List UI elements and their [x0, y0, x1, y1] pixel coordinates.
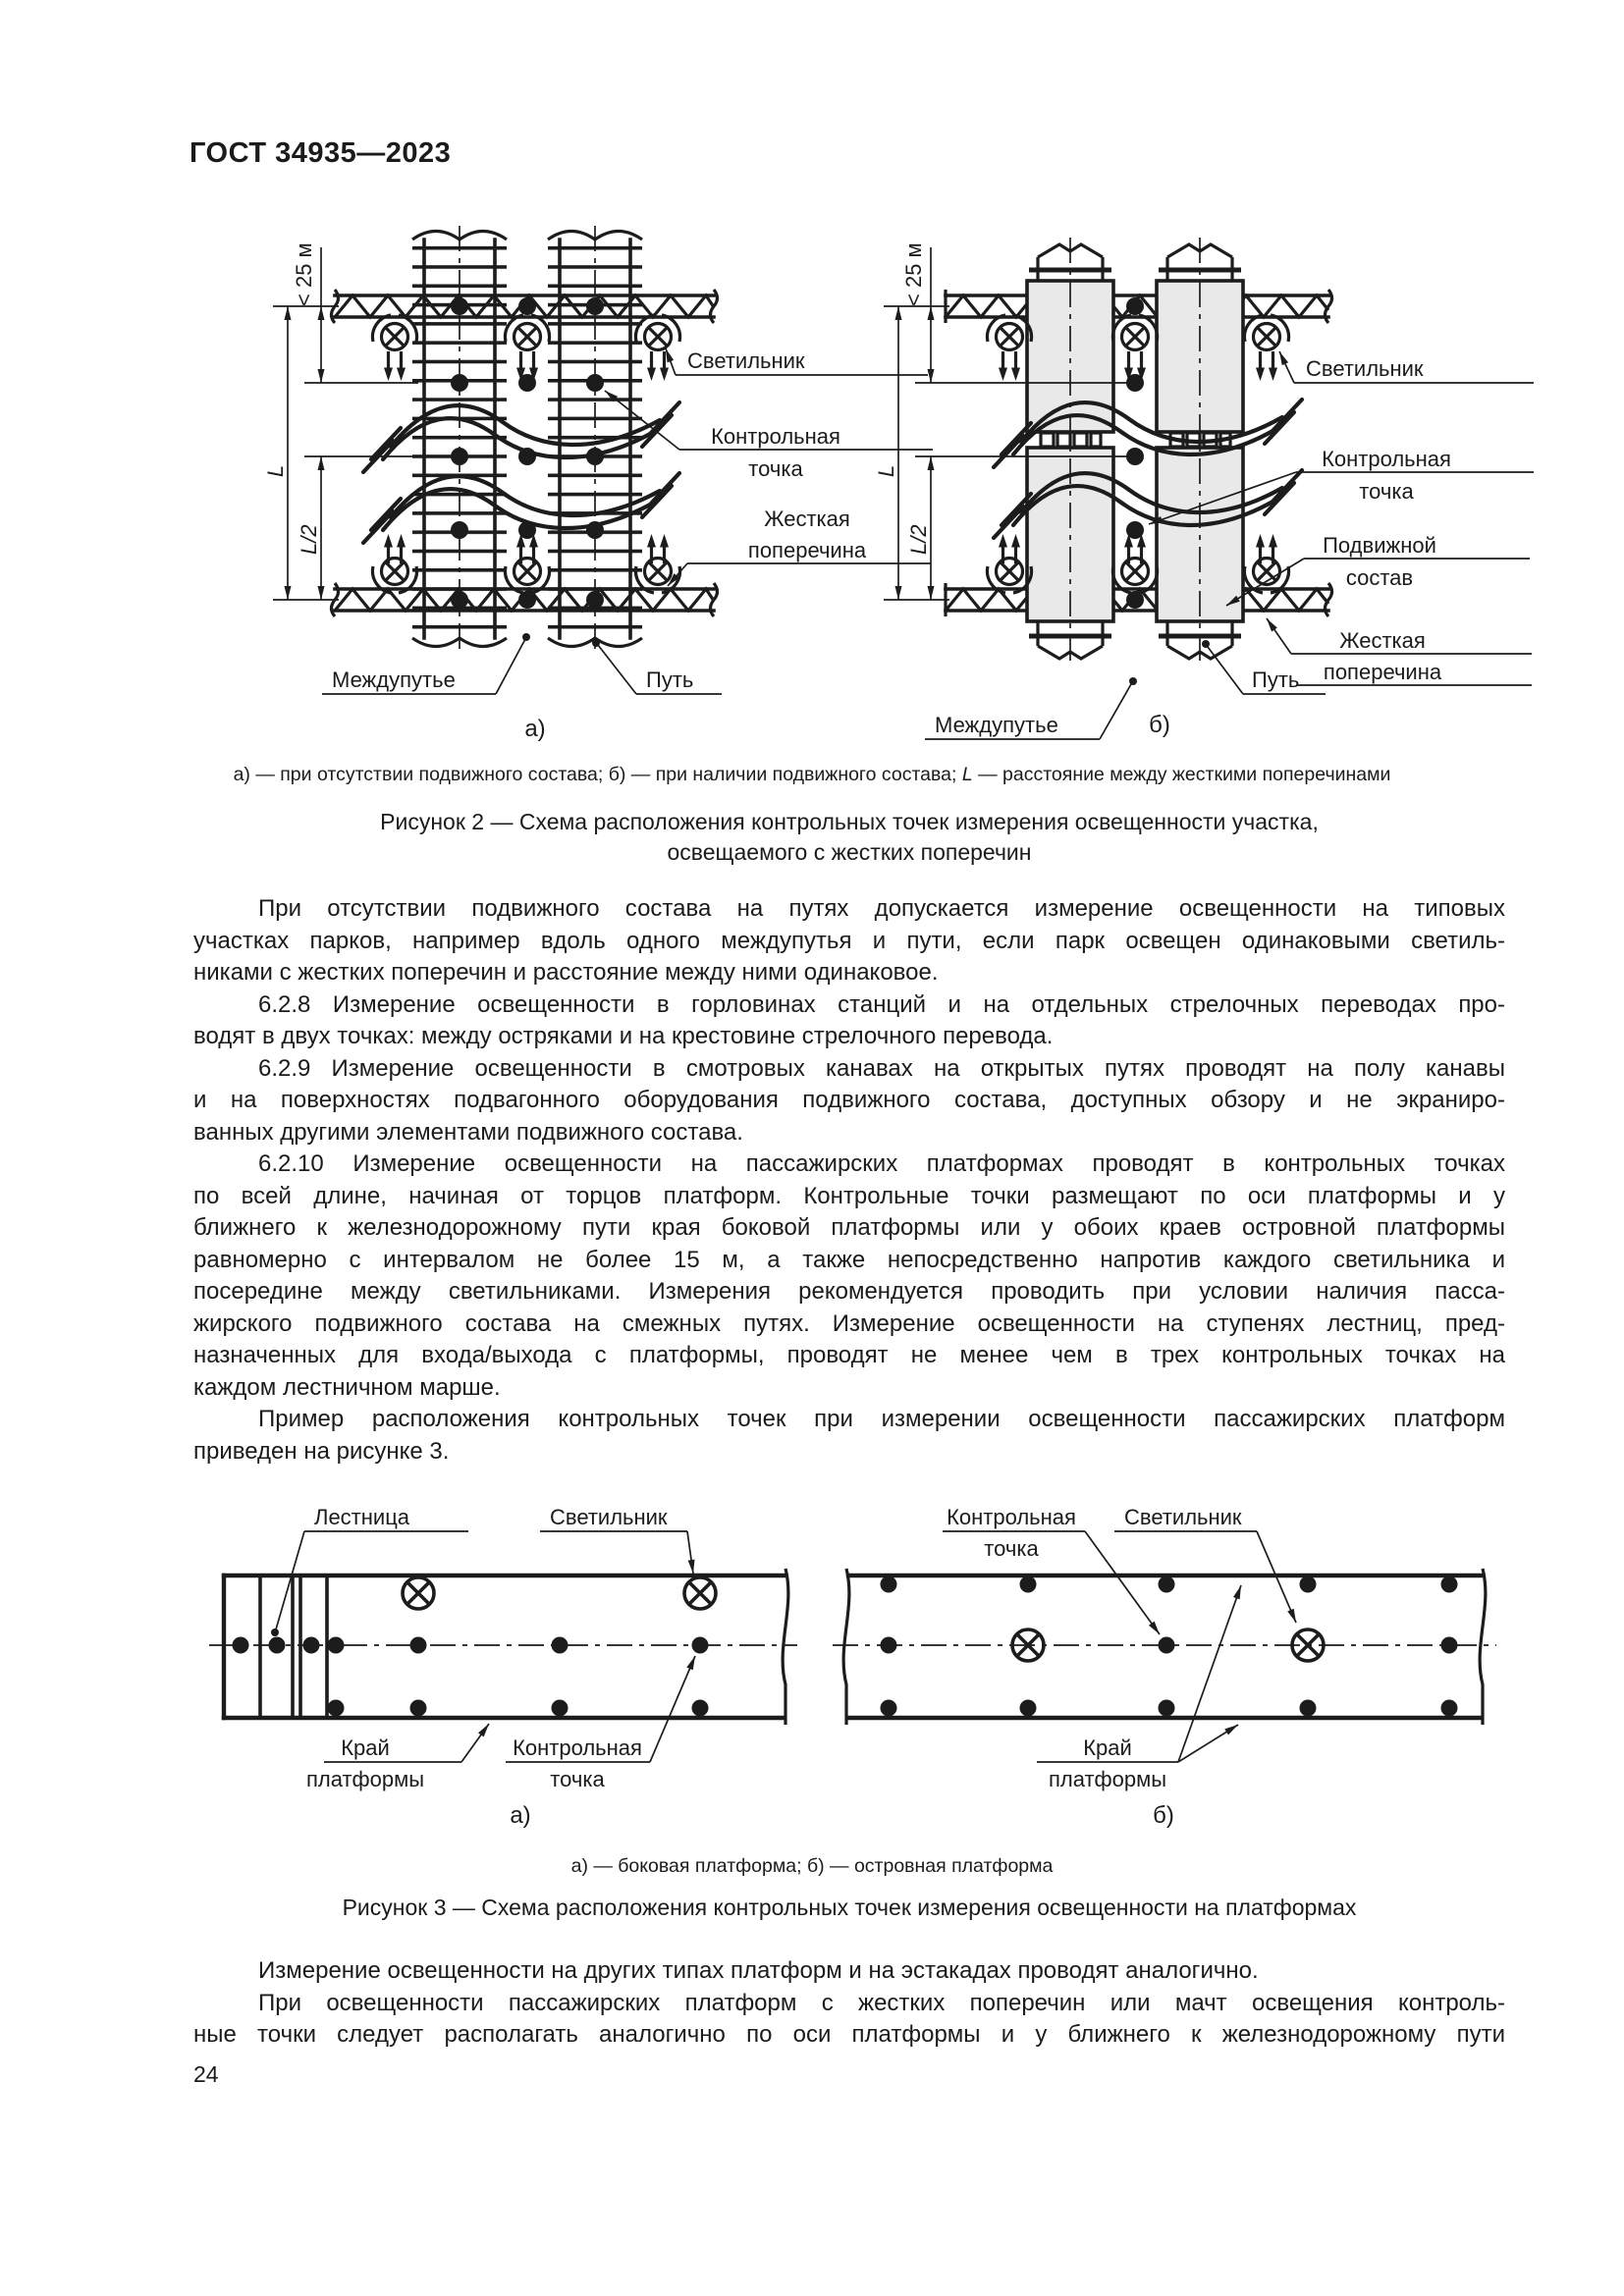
track-label: Путь	[646, 667, 694, 692]
between-tracks-label: Междупутье	[935, 713, 1058, 737]
body-line: посередине между светильниками. Измерения рекомендуется проводить при условии наличия пасса-	[193, 1278, 1505, 1305]
dim-L-label: L	[263, 464, 288, 477]
figure-2	[0, 216, 1624, 766]
figure-3	[0, 1500, 1624, 1843]
dim-L2-label: L/2	[297, 524, 321, 555]
crossbeam-label: поперечина	[1323, 660, 1442, 684]
body-line: назначенных для входа/выхода с платформы, проводят не менее чем в трех контрольных точках на	[193, 1342, 1505, 1368]
control-point-label: точка	[748, 456, 803, 481]
sub-label-a: а)	[510, 1802, 531, 1829]
page-number: 24	[193, 2061, 219, 2087]
body-line: Пример расположения контрольных точек при измерении освещенности пассажирских платформ	[258, 1406, 1505, 1432]
platform-edge-label: платформы	[1048, 1767, 1167, 1791]
body-text-block-2	[193, 1955, 1505, 2052]
control-point-label: Контрольная	[711, 424, 840, 449]
body-line: и на поверхностях подвагонного оборудования подвижного состава, доступных обзору и не экраниро-	[193, 1087, 1505, 1113]
dim-25m-label: < 25 м	[292, 242, 316, 306]
lamp-icon	[372, 315, 416, 381]
body-text-block-1	[193, 893, 1505, 1468]
fig3-diagram-a	[209, 1505, 797, 1829]
lamp-label: Светильник	[550, 1505, 668, 1529]
lamp-label: Светильник	[1124, 1505, 1242, 1529]
control-points	[881, 1576, 1458, 1717]
control-point-label: точка	[984, 1536, 1039, 1561]
control-point-label: Контрольная	[947, 1505, 1076, 1529]
body-line: равномерно с интервалом не более 15 м, а также непосредственно напротив каждого светильника и	[193, 1246, 1505, 1273]
lamp-label: Светильник	[687, 348, 805, 373]
track-label: Путь	[1252, 667, 1300, 692]
body-line: водят в двух точках: между остряками и на крестовине стрелочного перевода.	[193, 1023, 1054, 1049]
fig3-diagram-b	[833, 1505, 1496, 1829]
platform-edge-label: платформы	[305, 1767, 425, 1791]
crossbeam-label: поперечина	[747, 538, 867, 562]
lamp-label: Светильник	[1306, 356, 1424, 381]
crossbeam-label: Жесткая	[1339, 628, 1426, 653]
fig2-diagram-a	[263, 226, 933, 742]
dim-L-label: L	[874, 464, 898, 477]
fig3-subcaption: а) — боковая платформа; б) — островная платформа	[570, 1855, 1054, 1877]
fig2-title: Рисунок 2 — Схема расположения контрольных точек измерения освещенности участка, освещаемого с жестких поперечин	[380, 809, 1319, 865]
lamp-icon	[1244, 534, 1288, 593]
body-line: участках парков, например вдоль одного междупутья и пути, если парк освещен одинаковыми светиль-	[193, 927, 1505, 954]
lamp-icon	[684, 1577, 716, 1609]
lamp-icon	[987, 315, 1031, 381]
control-points	[233, 1637, 709, 1717]
lamp-icon	[987, 534, 1031, 593]
fig3-title: Рисунок 3 — Схема расположения контрольных точек измерения освещенности на платформах	[342, 1895, 1357, 1920]
body-line: ные точки следует располагать аналогично по оси платформы и у ближнего к железнодорожному пути	[193, 2021, 1505, 2048]
lamp-icon	[505, 315, 549, 381]
body-line: ванных другими элементами подвижного состава.	[193, 1118, 743, 1146]
body-line: жирского подвижного состава на смежных путях. Измерение освещенности на ступенях лестниц, пред-	[193, 1309, 1505, 1337]
platform-edge-label: Край	[341, 1735, 390, 1760]
fig2-subcaption: а) — при отсутствии подвижного состава; б) — при наличии подвижного состава; L — расстояние между жесткими поперечинами	[233, 764, 1391, 785]
body-line: 6.2.9 Измерение освещенности в смотровых канавах на открытых путях проводят на полу канавы	[258, 1054, 1505, 1082]
sub-label-a: а)	[524, 716, 546, 742]
control-point-label: точка	[1359, 479, 1414, 504]
dim-25m-label: < 25 м	[901, 242, 926, 306]
control-point-label: точка	[550, 1767, 605, 1791]
body-line: 6.2.8 Измерение освещенности в горловинах станций и на отдельных стрелочных переводах про-	[258, 990, 1505, 1018]
fig2-diagram-b	[874, 238, 1534, 739]
control-point-label: Контрольная	[1322, 447, 1451, 471]
body-line: приведен на рисунке 3.	[193, 1437, 450, 1465]
body-line: Измерение освещенности на других типах платформ и на эстакадах проводят аналогично.	[258, 1957, 1259, 1984]
body-line: ближнего к железнодорожному пути края боковой платформы или у обоих краев островной платформы	[193, 1214, 1505, 1241]
between-tracks-label: Междупутье	[332, 667, 456, 692]
sub-label-b: б)	[1153, 1802, 1174, 1829]
dim-L2-label: L/2	[906, 524, 931, 555]
rolling-stock-label: состав	[1345, 565, 1414, 590]
body-line: При отсутствии подвижного состава на путях допускается измерение освещенности на типовых	[258, 895, 1505, 922]
control-point-label: Контрольная	[513, 1735, 642, 1760]
rolling-stock-label: Подвижной	[1323, 533, 1436, 558]
body-line: 6.2.10 Измерение освещенности на пассажирских платформах проводят в контрольных точках	[258, 1150, 1505, 1177]
lamp-icon	[505, 534, 549, 593]
body-line: по всей длине, начиная от торцов платформ. Контрольные точки размещают по оси платформы и у	[193, 1182, 1505, 1209]
body-line: никами с жестких поперечин и расстояние между ними одинаковое.	[193, 959, 939, 986]
lamp-icon	[372, 534, 416, 593]
lamp-icon	[635, 534, 679, 593]
body-line: При освещенности пассажирских платформ с жестких поперечин или мачт освещения контроль-	[258, 1989, 1505, 2016]
lamp-icon	[1244, 315, 1288, 381]
callouts	[943, 1505, 1296, 1791]
page-header: ГОСТ 34935—2023	[189, 137, 452, 169]
crossbeam-label: Жесткая	[764, 507, 850, 531]
stairs-label: Лестница	[314, 1505, 410, 1529]
platform-edge-label: Край	[1083, 1735, 1132, 1760]
lamp-icon	[403, 1577, 434, 1609]
lamp-icon	[1112, 534, 1157, 593]
body-line: каждом лестничном марше.	[193, 1373, 501, 1401]
lamp-icon	[1112, 315, 1157, 381]
rolling-stock-icon	[1027, 238, 1113, 667]
sub-label-b: б)	[1149, 712, 1170, 738]
